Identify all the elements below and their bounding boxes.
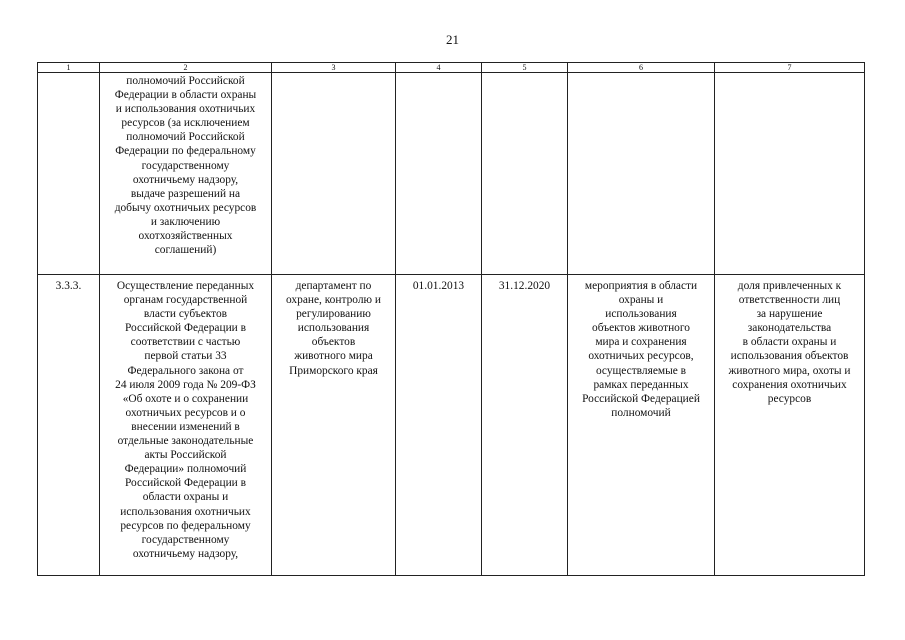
column-number-cell: 2	[100, 63, 272, 73]
item-number-cell	[38, 73, 100, 275]
column-number-cell: 5	[482, 63, 568, 73]
page-number: 21	[446, 32, 459, 47]
program-activities-table	[37, 62, 865, 576]
start-date-cell: 01.01.2013	[396, 275, 482, 576]
item-description-cell: полномочий Российской Федерации в области охраны и использования охотничьих ресурсов (за исключением полномочий Российской Федерации по федеральному государственному охотничьему надзору, выдаче разрешений на добычу охотничьих ресурсов и заключению охотхозяйственных соглашений)	[100, 73, 272, 275]
column-number-cell: 1	[38, 63, 100, 73]
end-date-cell	[482, 73, 568, 275]
item-description-cell: Осуществление переданных органам государственной власти субъектов Российской Федерации в соответствии с частью первой статьи 33 Федерального закона от 24 июля 2009 года № 209-ФЗ «Об охоте и о сохранении охотничьих ресурсов и о внесении изменений в отдельные законодательные акты Российской Федерации» полномочий Российской Федерации в области охраны и использования охотничьих ресурсов по федеральному государственному охотничьему надзору,	[100, 275, 272, 576]
activities-cell	[568, 73, 715, 275]
end-date-cell: 31.12.2020	[482, 275, 568, 576]
start-date-cell	[396, 73, 482, 275]
item-number-cell: 3.3.3.	[38, 275, 100, 576]
executor-cell	[272, 73, 396, 275]
column-number-cell: 7	[715, 63, 865, 73]
column-number-cell: 6	[568, 63, 715, 73]
table-row	[38, 275, 865, 576]
activities-cell: мероприятия в области охраны и использования объектов животного мира и сохранения охотничьих ресурсов, осуществляемые в рамках переданных Российской Федерацией полномочий	[568, 275, 715, 576]
column-number-row	[38, 63, 865, 73]
indicator-cell	[715, 73, 865, 275]
executor-cell: департамент по охране, контролю и регулированию использования объектов животного мира Приморского края	[272, 275, 396, 576]
indicator-cell: доля привлеченных к ответственности лиц за нарушение законодательства в области охраны и использования объектов животного мира, охоты и сохранения охотничьих ресурсов	[715, 275, 865, 576]
column-number-cell: 4	[396, 63, 482, 73]
column-number-cell: 3	[272, 63, 396, 73]
table-row	[38, 73, 865, 275]
